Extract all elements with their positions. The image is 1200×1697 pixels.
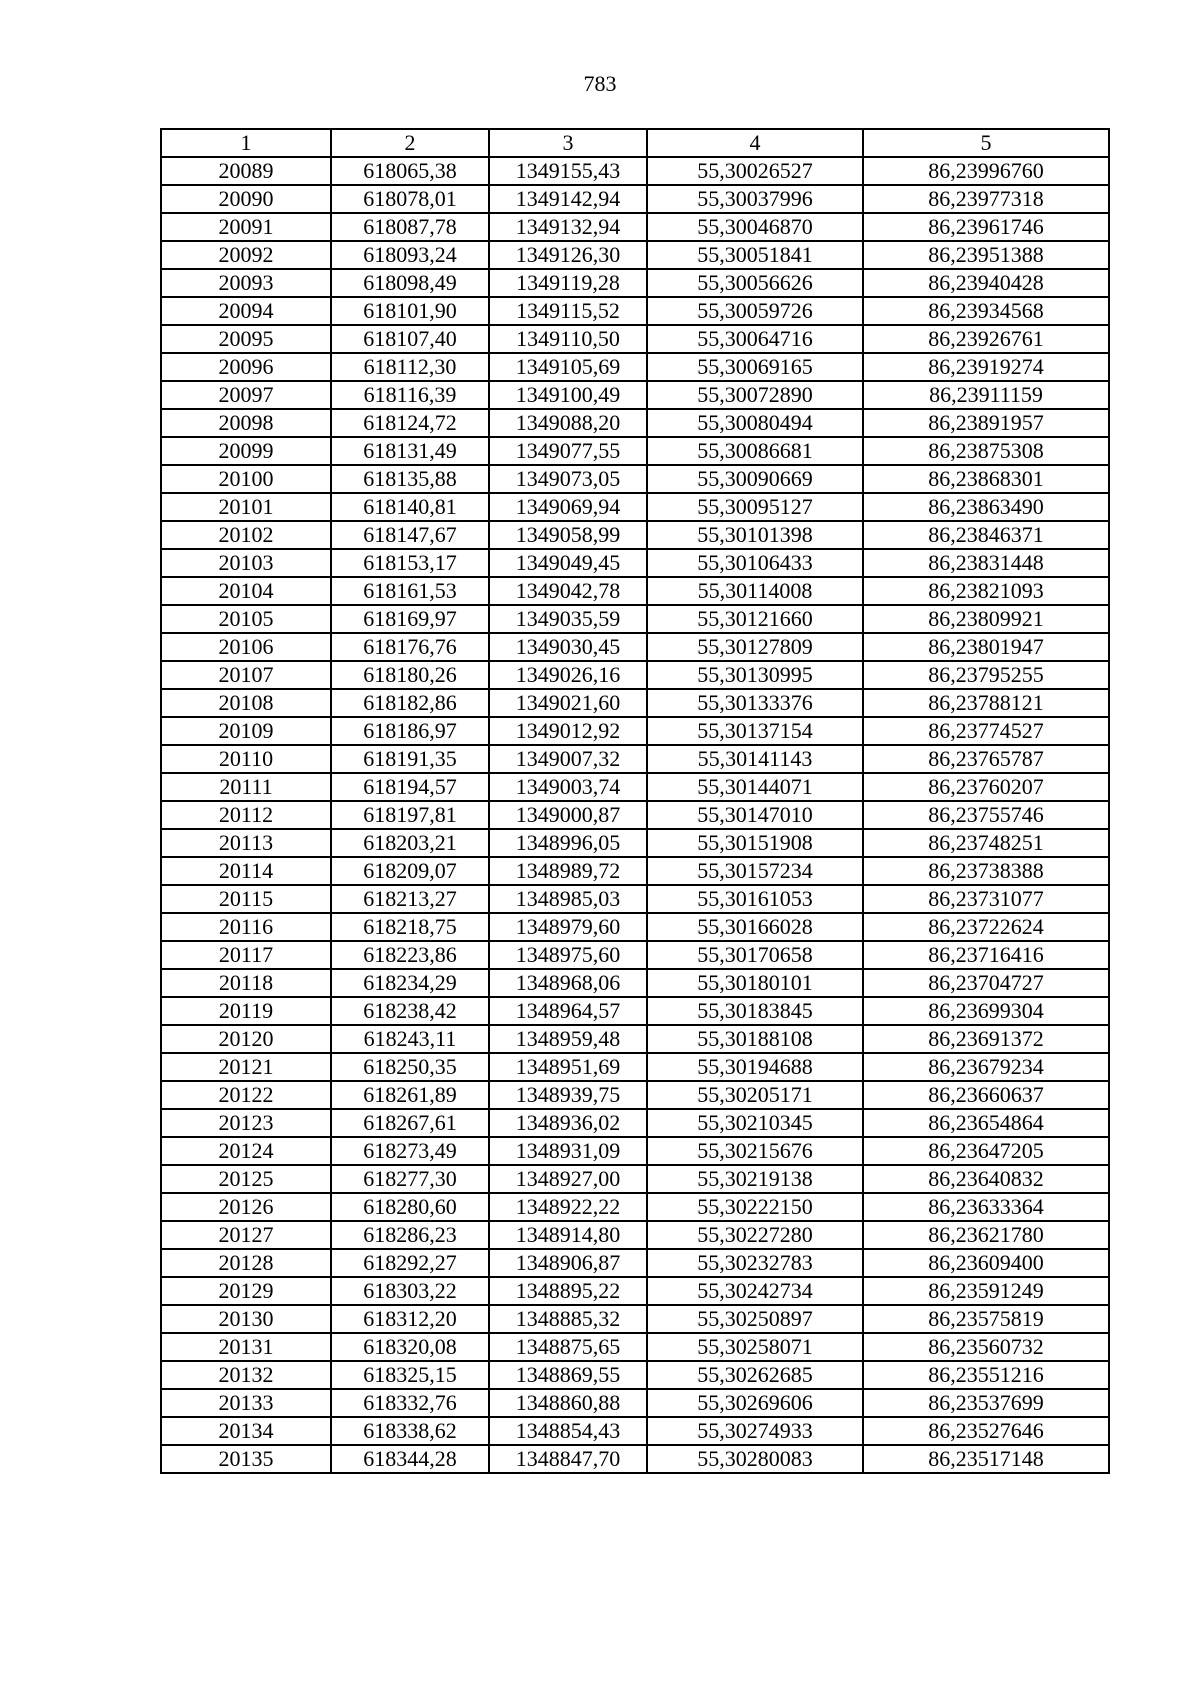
- table-row: [161, 437, 1109, 465]
- table-cell: 20111: [161, 773, 331, 801]
- table-cell: 618078,01: [331, 185, 489, 213]
- table-cell: 618303,22: [331, 1277, 489, 1305]
- table-cell: 55,30130995: [647, 661, 863, 689]
- table-row: [161, 1249, 1109, 1277]
- table-cell: 86,23699304: [863, 997, 1109, 1025]
- table-row: [161, 269, 1109, 297]
- table-cell: 20114: [161, 857, 331, 885]
- table-cell: 618286,23: [331, 1221, 489, 1249]
- table-cell: 1349088,20: [489, 409, 647, 437]
- table-cell: 55,30026527: [647, 157, 863, 185]
- table-row: [161, 1333, 1109, 1361]
- table-row: [161, 857, 1109, 885]
- table-cell: 1349021,60: [489, 689, 647, 717]
- table-cell: 618243,11: [331, 1025, 489, 1053]
- table-row: [161, 1445, 1109, 1473]
- table-cell: 55,30210345: [647, 1109, 863, 1137]
- table-cell: 20110: [161, 745, 331, 773]
- table-cell: 1349012,92: [489, 717, 647, 745]
- table-cell: 55,30121660: [647, 605, 863, 633]
- table-cell: 20092: [161, 241, 331, 269]
- table-cell: 86,23788121: [863, 689, 1109, 717]
- table-cell: 20124: [161, 1137, 331, 1165]
- table-cell: 20132: [161, 1361, 331, 1389]
- table-cell: 86,23831448: [863, 549, 1109, 577]
- table-row: [161, 1277, 1109, 1305]
- table-cell: 55,30219138: [647, 1165, 863, 1193]
- table-cell: 1349132,94: [489, 213, 647, 241]
- table-cell: 86,23731077: [863, 885, 1109, 913]
- page-number: 783: [583, 71, 617, 96]
- table-cell: 1348996,05: [489, 829, 647, 857]
- table-row: [161, 185, 1109, 213]
- table-cell: 20100: [161, 465, 331, 493]
- table-cell: 618218,75: [331, 913, 489, 941]
- table-cell: 86,23951388: [863, 241, 1109, 269]
- table-cell: 1349042,78: [489, 577, 647, 605]
- table-cell: 20091: [161, 213, 331, 241]
- table-cell: 86,23621780: [863, 1221, 1109, 1249]
- table-cell: 618250,35: [331, 1053, 489, 1081]
- table-cell: 618332,76: [331, 1389, 489, 1417]
- table-row: [161, 689, 1109, 717]
- table-cell: 618344,28: [331, 1445, 489, 1473]
- table-row: [161, 465, 1109, 493]
- table-cell: 1349077,55: [489, 437, 647, 465]
- table-cell: 20097: [161, 381, 331, 409]
- table-cell: 20121: [161, 1053, 331, 1081]
- table-cell: 86,23940428: [863, 269, 1109, 297]
- table-cell: 55,30166028: [647, 913, 863, 941]
- table-cell: 55,30269606: [647, 1389, 863, 1417]
- table-cell: 1348854,43: [489, 1417, 647, 1445]
- coordinates-table: [160, 128, 1110, 1474]
- table-row: [161, 1193, 1109, 1221]
- table-cell: 1348922,22: [489, 1193, 647, 1221]
- table-cell: 86,23863490: [863, 493, 1109, 521]
- table-cell: 1349026,16: [489, 661, 647, 689]
- table-cell: 618191,35: [331, 745, 489, 773]
- table-cell: 618197,81: [331, 801, 489, 829]
- table-cell: 86,23755746: [863, 801, 1109, 829]
- table-cell: 86,23868301: [863, 465, 1109, 493]
- table-cell: 86,23801947: [863, 633, 1109, 661]
- table-cell: 618182,86: [331, 689, 489, 717]
- table-cell: 20101: [161, 493, 331, 521]
- table-cell: 20105: [161, 605, 331, 633]
- table-cell: 20128: [161, 1249, 331, 1277]
- table-cell: 86,23996760: [863, 157, 1109, 185]
- table-row: [161, 241, 1109, 269]
- table-cell: 86,23679234: [863, 1053, 1109, 1081]
- table-cell: 1348959,48: [489, 1025, 647, 1053]
- table-cell: 1349119,28: [489, 269, 647, 297]
- table-cell: 55,30056626: [647, 269, 863, 297]
- table-row: [161, 213, 1109, 241]
- column-header-5: 5: [863, 129, 1109, 157]
- table-cell: 20104: [161, 577, 331, 605]
- table-row: [161, 829, 1109, 857]
- table-cell: 618273,49: [331, 1137, 489, 1165]
- table-row: [161, 745, 1109, 773]
- table-cell: 55,30183845: [647, 997, 863, 1025]
- table-cell: 86,23748251: [863, 829, 1109, 857]
- table-cell: 20096: [161, 353, 331, 381]
- table-cell: 55,30064716: [647, 325, 863, 353]
- table-cell: 618065,38: [331, 157, 489, 185]
- column-header-1: 1: [161, 129, 331, 157]
- table-cell: 20093: [161, 269, 331, 297]
- table-cell: 55,30086681: [647, 437, 863, 465]
- table-cell: 55,30232783: [647, 1249, 863, 1277]
- table-row: [161, 297, 1109, 325]
- table-cell: 1349142,94: [489, 185, 647, 213]
- table-cell: 1349073,05: [489, 465, 647, 493]
- table-cell: 86,23560732: [863, 1333, 1109, 1361]
- table-cell: 1348931,09: [489, 1137, 647, 1165]
- table-cell: 20107: [161, 661, 331, 689]
- table-cell: 55,30072890: [647, 381, 863, 409]
- table-cell: 20127: [161, 1221, 331, 1249]
- table-cell: 20126: [161, 1193, 331, 1221]
- table-cell: 55,30222150: [647, 1193, 863, 1221]
- table-cell: 618101,90: [331, 297, 489, 325]
- table-cell: 1348927,00: [489, 1165, 647, 1193]
- table-row: [161, 521, 1109, 549]
- table-cell: 55,30242734: [647, 1277, 863, 1305]
- table-row: [161, 1417, 1109, 1445]
- table-cell: 86,23647205: [863, 1137, 1109, 1165]
- table-cell: 86,23537699: [863, 1389, 1109, 1417]
- table-cell: 20117: [161, 941, 331, 969]
- table-cell: 20094: [161, 297, 331, 325]
- table-cell: 1349100,49: [489, 381, 647, 409]
- table-row: [161, 1389, 1109, 1417]
- table-cell: 618261,89: [331, 1081, 489, 1109]
- table-cell: 1349126,30: [489, 241, 647, 269]
- table-cell: 20089: [161, 157, 331, 185]
- table-cell: 55,30037996: [647, 185, 863, 213]
- table-row: [161, 717, 1109, 745]
- table-row: [161, 1109, 1109, 1137]
- table-cell: 55,30127809: [647, 633, 863, 661]
- table-cell: 20115: [161, 885, 331, 913]
- table-cell: 86,23654864: [863, 1109, 1109, 1137]
- table-cell: 20102: [161, 521, 331, 549]
- table-cell: 86,23760207: [863, 773, 1109, 801]
- table-cell: 20123: [161, 1109, 331, 1137]
- table-cell: 86,23891957: [863, 409, 1109, 437]
- table-row: [161, 605, 1109, 633]
- table-cell: 618112,30: [331, 353, 489, 381]
- table-cell: 618312,20: [331, 1305, 489, 1333]
- table-cell: 618161,53: [331, 577, 489, 605]
- table-cell: 20095: [161, 325, 331, 353]
- table-cell: 618124,72: [331, 409, 489, 437]
- table-cell: 20113: [161, 829, 331, 857]
- table-cell: 1349049,45: [489, 549, 647, 577]
- table-row: [161, 969, 1109, 997]
- table-row: [161, 941, 1109, 969]
- table-cell: 1348860,88: [489, 1389, 647, 1417]
- table-cell: 55,30144071: [647, 773, 863, 801]
- table-cell: 618267,61: [331, 1109, 489, 1137]
- table-cell: 618147,67: [331, 521, 489, 549]
- table-row: [161, 1221, 1109, 1249]
- table-row: [161, 1165, 1109, 1193]
- table-row: [161, 633, 1109, 661]
- table-cell: 55,30215676: [647, 1137, 863, 1165]
- table-cell: 618186,97: [331, 717, 489, 745]
- table-cell: 55,30090669: [647, 465, 863, 493]
- table-cell: 618338,62: [331, 1417, 489, 1445]
- table-row: [161, 157, 1109, 185]
- table-cell: 55,30046870: [647, 213, 863, 241]
- table-cell: 20119: [161, 997, 331, 1025]
- table-cell: 55,30080494: [647, 409, 863, 437]
- table-cell: 618238,42: [331, 997, 489, 1025]
- table-cell: 86,23774527: [863, 717, 1109, 745]
- table-cell: 1348906,87: [489, 1249, 647, 1277]
- column-header-2: 2: [331, 129, 489, 157]
- table-row: [161, 997, 1109, 1025]
- table-cell: 55,30059726: [647, 297, 863, 325]
- table-cell: 1349069,94: [489, 493, 647, 521]
- table-cell: 1348985,03: [489, 885, 647, 913]
- table-cell: 1348936,02: [489, 1109, 647, 1137]
- table-cell: 618223,86: [331, 941, 489, 969]
- table-cell: 20129: [161, 1277, 331, 1305]
- table-cell: 20125: [161, 1165, 331, 1193]
- table-cell: 55,30137154: [647, 717, 863, 745]
- table-body: [161, 157, 1109, 1473]
- table-cell: 55,30262685: [647, 1361, 863, 1389]
- table-cell: 1349105,69: [489, 353, 647, 381]
- table-cell: 55,30106433: [647, 549, 863, 577]
- table-cell: 55,30188108: [647, 1025, 863, 1053]
- table-cell: 1348869,55: [489, 1361, 647, 1389]
- table-cell: 55,30170658: [647, 941, 863, 969]
- table-cell: 20098: [161, 409, 331, 437]
- table-cell: 55,30101398: [647, 521, 863, 549]
- table-cell: 1348914,80: [489, 1221, 647, 1249]
- table-row: [161, 885, 1109, 913]
- table-cell: 618107,40: [331, 325, 489, 353]
- table-row: [161, 493, 1109, 521]
- table-cell: 86,23926761: [863, 325, 1109, 353]
- table-cell: 1348989,72: [489, 857, 647, 885]
- table-cell: 618292,27: [331, 1249, 489, 1277]
- table-cell: 55,30133376: [647, 689, 863, 717]
- table-row: [161, 409, 1109, 437]
- table-cell: 618135,88: [331, 465, 489, 493]
- table-cell: 618116,39: [331, 381, 489, 409]
- table-cell: 1349115,52: [489, 297, 647, 325]
- table-header-row: [161, 129, 1109, 157]
- table-row: [161, 325, 1109, 353]
- table-cell: 1348951,69: [489, 1053, 647, 1081]
- table-cell: 20108: [161, 689, 331, 717]
- table-cell: 55,30227280: [647, 1221, 863, 1249]
- table-cell: 86,23691372: [863, 1025, 1109, 1053]
- table-cell: 55,30147010: [647, 801, 863, 829]
- table-cell: 55,30258071: [647, 1333, 863, 1361]
- table-cell: 618234,29: [331, 969, 489, 997]
- table-row: [161, 353, 1109, 381]
- table-cell: 1348875,65: [489, 1333, 647, 1361]
- table-cell: 86,23517148: [863, 1445, 1109, 1473]
- table-cell: 86,23633364: [863, 1193, 1109, 1221]
- table-cell: 618176,76: [331, 633, 489, 661]
- table-cell: 20131: [161, 1333, 331, 1361]
- table-cell: 618087,78: [331, 213, 489, 241]
- table-cell: 1348939,75: [489, 1081, 647, 1109]
- table-cell: 86,23821093: [863, 577, 1109, 605]
- table-cell: 55,30161053: [647, 885, 863, 913]
- table-cell: 86,23527646: [863, 1417, 1109, 1445]
- table-cell: 1348964,57: [489, 997, 647, 1025]
- table-row: [161, 1137, 1109, 1165]
- table-cell: 55,30250897: [647, 1305, 863, 1333]
- table-cell: 86,23765787: [863, 745, 1109, 773]
- table-cell: 20118: [161, 969, 331, 997]
- table-cell: 1348979,60: [489, 913, 647, 941]
- table-cell: 1349058,99: [489, 521, 647, 549]
- table-row: [161, 661, 1109, 689]
- table-cell: 1348847,70: [489, 1445, 647, 1473]
- table-cell: 55,30157234: [647, 857, 863, 885]
- table-row: [161, 381, 1109, 409]
- table-cell: 55,30194688: [647, 1053, 863, 1081]
- table-cell: 1349035,59: [489, 605, 647, 633]
- table-cell: 86,23875308: [863, 437, 1109, 465]
- table-cell: 86,23795255: [863, 661, 1109, 689]
- table-cell: 1348895,22: [489, 1277, 647, 1305]
- table-cell: 20130: [161, 1305, 331, 1333]
- table-cell: 55,30114008: [647, 577, 863, 605]
- table-cell: 1349030,45: [489, 633, 647, 661]
- table-cell: 618140,81: [331, 493, 489, 521]
- table-cell: 20106: [161, 633, 331, 661]
- table-cell: 618169,97: [331, 605, 489, 633]
- table-cell: 86,23977318: [863, 185, 1109, 213]
- table-cell: 618325,15: [331, 1361, 489, 1389]
- table-cell: 1349110,50: [489, 325, 647, 353]
- table-row: [161, 801, 1109, 829]
- table-cell: 618203,21: [331, 829, 489, 857]
- table-row: [161, 913, 1109, 941]
- table-cell: 618320,08: [331, 1333, 489, 1361]
- table-cell: 86,23591249: [863, 1277, 1109, 1305]
- table-cell: 55,30069165: [647, 353, 863, 381]
- table-cell: 20122: [161, 1081, 331, 1109]
- table-cell: 55,30280083: [647, 1445, 863, 1473]
- table-cell: 55,30095127: [647, 493, 863, 521]
- table-cell: 1348968,06: [489, 969, 647, 997]
- table-cell: 86,23722624: [863, 913, 1109, 941]
- table-cell: 618153,17: [331, 549, 489, 577]
- table-cell: 55,30051841: [647, 241, 863, 269]
- table-row: [161, 549, 1109, 577]
- table-cell: 86,23809921: [863, 605, 1109, 633]
- table-cell: 86,23660637: [863, 1081, 1109, 1109]
- table-cell: 20090: [161, 185, 331, 213]
- table-cell: 618277,30: [331, 1165, 489, 1193]
- table-cell: 20116: [161, 913, 331, 941]
- table-cell: 55,30205171: [647, 1081, 863, 1109]
- table-cell: 20120: [161, 1025, 331, 1053]
- table-cell: 1349155,43: [489, 157, 647, 185]
- table-row: [161, 1053, 1109, 1081]
- column-header-4: 4: [647, 129, 863, 157]
- table-row: [161, 1025, 1109, 1053]
- column-header-3: 3: [489, 129, 647, 157]
- table-cell: 618280,60: [331, 1193, 489, 1221]
- table-cell: 618093,24: [331, 241, 489, 269]
- table-row: [161, 577, 1109, 605]
- table-cell: 86,23551216: [863, 1361, 1109, 1389]
- table-cell: 1349003,74: [489, 773, 647, 801]
- table-cell: 618180,26: [331, 661, 489, 689]
- table-cell: 86,23716416: [863, 941, 1109, 969]
- table-cell: 55,30180101: [647, 969, 863, 997]
- table-cell: 86,23846371: [863, 521, 1109, 549]
- table-cell: 1349007,32: [489, 745, 647, 773]
- table-cell: 86,23911159: [863, 381, 1109, 409]
- table-cell: 618209,07: [331, 857, 489, 885]
- table-cell: 20134: [161, 1417, 331, 1445]
- table-cell: 618098,49: [331, 269, 489, 297]
- table-cell: 55,30141143: [647, 745, 863, 773]
- table-cell: 618131,49: [331, 437, 489, 465]
- table-cell: 86,23575819: [863, 1305, 1109, 1333]
- table-cell: 20109: [161, 717, 331, 745]
- table-cell: 20135: [161, 1445, 331, 1473]
- table-cell: 1348975,60: [489, 941, 647, 969]
- table-row: [161, 1305, 1109, 1333]
- table-cell: 1348885,32: [489, 1305, 647, 1333]
- table-row: [161, 1081, 1109, 1109]
- table-cell: 20112: [161, 801, 331, 829]
- table-cell: 86,23934568: [863, 297, 1109, 325]
- table-cell: 86,23738388: [863, 857, 1109, 885]
- table-cell: 20133: [161, 1389, 331, 1417]
- table-row: [161, 1361, 1109, 1389]
- table-cell: 20099: [161, 437, 331, 465]
- table-cell: 86,23609400: [863, 1249, 1109, 1277]
- table-cell: 86,23961746: [863, 213, 1109, 241]
- table-cell: 55,30151908: [647, 829, 863, 857]
- table-cell: 618194,57: [331, 773, 489, 801]
- table-cell: 86,23640832: [863, 1165, 1109, 1193]
- table-cell: 618213,27: [331, 885, 489, 913]
- table-row: [161, 773, 1109, 801]
- table-cell: 1349000,87: [489, 801, 647, 829]
- table-cell: 20103: [161, 549, 331, 577]
- table-cell: 55,30274933: [647, 1417, 863, 1445]
- table-cell: 86,23919274: [863, 353, 1109, 381]
- table-cell: 86,23704727: [863, 969, 1109, 997]
